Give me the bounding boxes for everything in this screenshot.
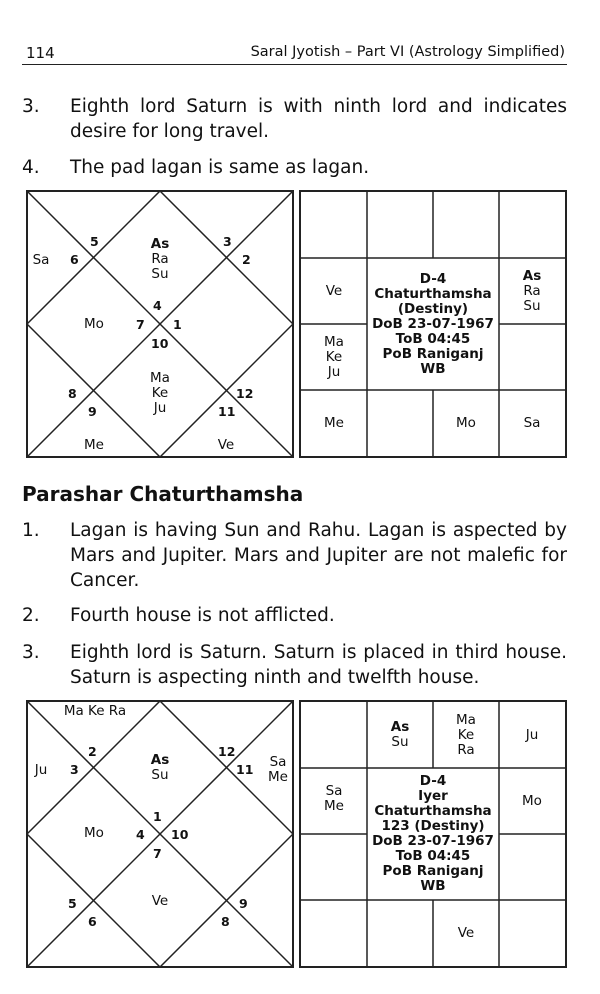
- list-item: [22, 94, 567, 144]
- house-planet-me: Me: [84, 437, 104, 453]
- house-planet-ju: Ju: [34, 762, 48, 778]
- house-planet-mo: Mo: [84, 316, 104, 332]
- house-number: 7: [136, 317, 145, 332]
- item-number: 4.: [22, 157, 40, 178]
- house-number: 11: [236, 762, 254, 777]
- house-number: 10: [151, 336, 169, 351]
- south-indian-chart-2: [299, 700, 567, 968]
- cell-ju: Ju: [525, 726, 539, 743]
- cell-ma-ke-ra: Ma Ke Ra: [456, 711, 476, 758]
- house-number: 9: [88, 404, 97, 419]
- cell-me: Me: [324, 414, 344, 431]
- cell-ma-ke-ju: Ma Ke Ju: [324, 333, 344, 380]
- house-number: 6: [88, 914, 97, 929]
- house-number: 3: [70, 762, 79, 777]
- house-number: 12: [218, 744, 236, 759]
- section-heading: Parashar Chaturthamsha: [22, 482, 304, 506]
- house-number: 8: [221, 914, 230, 929]
- house-number: 1: [173, 317, 182, 332]
- house-number: 7: [153, 846, 162, 861]
- chart-center-info: D-4 Iyer Chaturthamsha 123 (Destiny) DoB 23-07-1967 ToB 04:45 PoB Raniganj WB: [372, 773, 494, 894]
- chart-lines: [26, 190, 294, 458]
- chart-lines: [26, 700, 294, 968]
- list-item: [22, 603, 567, 629]
- house-number: 5: [90, 234, 99, 249]
- book-title: Saral Jyotish – Part VI (Astrology Simplified): [250, 44, 565, 60]
- item-number: 3.: [22, 642, 40, 663]
- house-number: 10: [171, 827, 189, 842]
- house-planet-sa: Sa: [32, 252, 50, 268]
- house-number: 3: [223, 234, 232, 249]
- house-number: 4: [136, 827, 145, 842]
- cell-ve: Ve: [457, 924, 475, 941]
- cell-sa-me: Sa Me: [324, 783, 344, 814]
- house-11-planets: Sa Me: [268, 754, 288, 785]
- north-indian-chart-1: [26, 190, 294, 458]
- item-number: 1.: [22, 520, 40, 541]
- house-number: 1: [153, 809, 162, 824]
- chart-center-info: D-4 Chaturthamsha (Destiny) DoB 23-07-1967 ToB 04:45 PoB Raniganj WB: [372, 270, 494, 377]
- item-text: Fourth house is not afflicted.: [70, 605, 335, 626]
- house-2-planets: Ma Ke Ra: [63, 703, 127, 719]
- house-number: 11: [218, 404, 236, 419]
- house-number: 12: [236, 386, 254, 401]
- list-item: [22, 155, 567, 181]
- house-7-planets: Ma Ke Ju: [150, 370, 170, 416]
- house-planet-ve: Ve: [217, 437, 235, 453]
- north-indian-chart-2: [26, 700, 294, 968]
- south-indian-chart-1: [299, 190, 567, 458]
- item-text: The pad lagan is same as lagan.: [70, 157, 370, 178]
- house-number: 2: [88, 744, 97, 759]
- page-header: [22, 38, 567, 65]
- house-1-planets: As Su: [150, 752, 170, 783]
- house-1-planets: As Ra Su: [150, 236, 170, 282]
- item-text: Eighth lord Saturn is with ninth lord and indicates desire for long travel.: [70, 96, 567, 142]
- cell-as-ra-su: As Ra Su: [522, 267, 542, 314]
- house-number: 4: [153, 298, 162, 313]
- list-item: [22, 518, 567, 594]
- list-item: [22, 640, 567, 690]
- house-number: 6: [70, 252, 79, 267]
- house-number: 5: [68, 896, 77, 911]
- cell-as-su: As Su: [390, 719, 410, 750]
- item-number: 3.: [22, 96, 40, 117]
- house-number: 2: [242, 252, 251, 267]
- house-planet-ve: Ve: [151, 893, 169, 909]
- cell-sa: Sa: [523, 414, 541, 431]
- cell-ve: Ve: [325, 282, 343, 299]
- house-number: 9: [239, 896, 248, 911]
- page-number: 114: [26, 44, 55, 62]
- item-number: 2.: [22, 605, 40, 626]
- house-planet-mo: Mo: [84, 825, 104, 841]
- item-text: Eighth lord is Saturn. Saturn is placed in third house. Saturn is aspecting ninth and twelfth house.: [70, 642, 567, 688]
- cell-mo: Mo: [456, 414, 476, 431]
- item-text: Lagan is having Sun and Rahu. Lagan is aspected by Mars and Jupiter. Mars and Jupiter are not malefic for Cancer.: [70, 520, 567, 591]
- cell-mo: Mo: [522, 792, 542, 809]
- house-number: 8: [68, 386, 77, 401]
